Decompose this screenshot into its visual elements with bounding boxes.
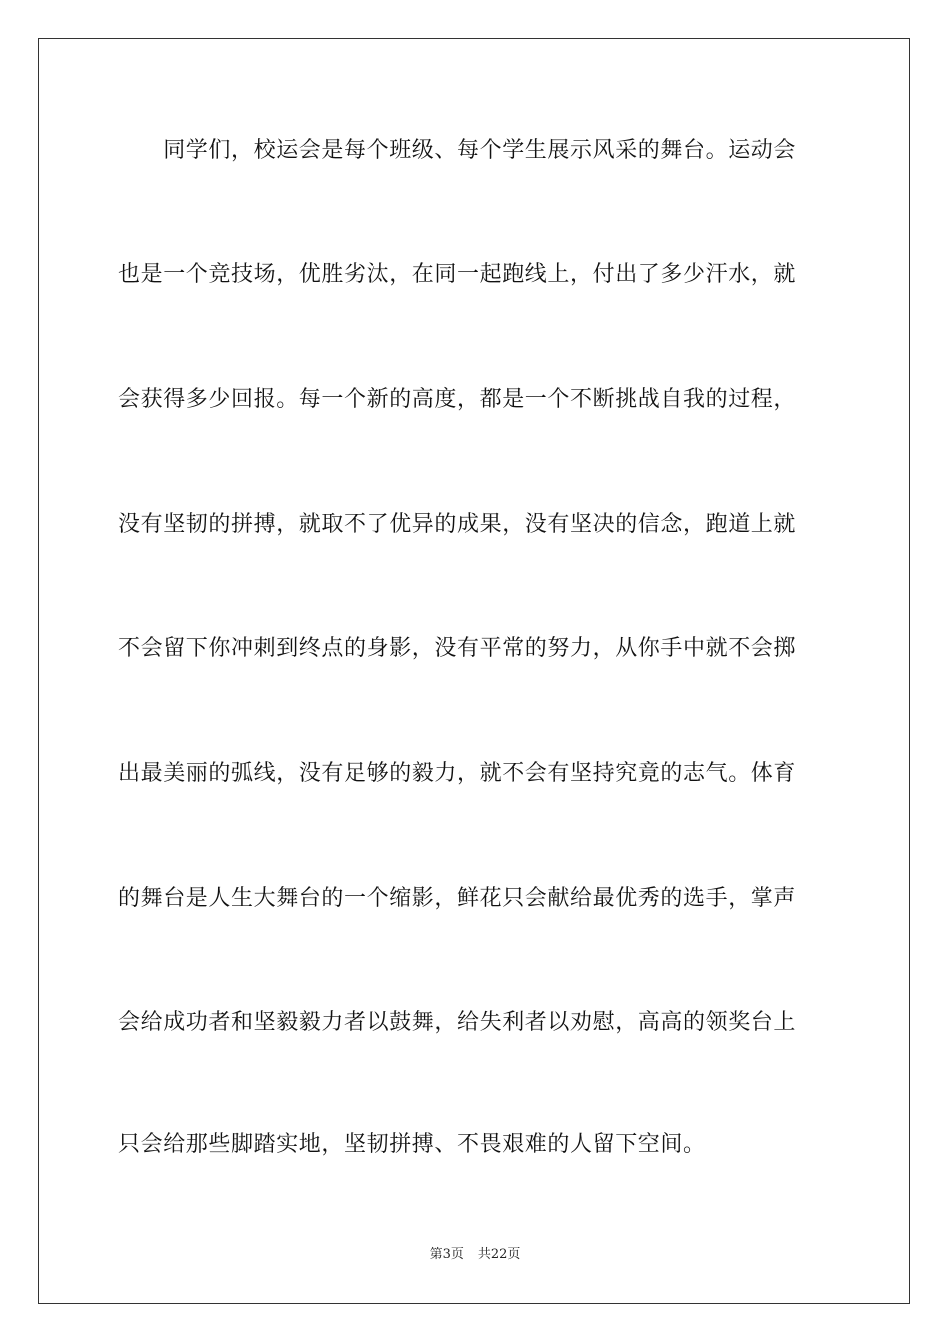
paragraph-line: 也是一个竞技场，优胜劣汰，在同一起跑线上，付出了多少汗水，就	[118, 262, 797, 287]
paragraph-line: 会获得多少回报。每一个新的高度，都是一个不断挑战自我的过程，	[118, 387, 797, 412]
paragraph-line: 不会留下你冲刺到终点的身影，没有平常的努力，从你手中就不会掷	[118, 636, 797, 661]
paragraph-line: 没有坚韧的拼搏，就取不了优异的成果，没有坚决的信念，跑道上就	[118, 512, 797, 537]
paragraph-line: 出最美丽的弧线，没有足够的毅力，就不会有坚持究竟的志气。体育	[118, 761, 797, 786]
page-total: 共22页	[477, 1247, 521, 1262]
page-border	[38, 38, 910, 1304]
paragraph-line: 只会给那些脚踏实地，坚韧拼搏、不畏艰难的人留下空间。	[118, 1132, 706, 1157]
paragraph-line: 同学们，校运会是每个班级、每个学生展示风采的舞台。运动会	[118, 138, 797, 163]
paragraph-line: 的舞台是人生大舞台的一个缩影，鲜花只会献给最优秀的选手，掌声	[118, 886, 797, 911]
paragraph-line: 会给成功者和坚毅毅力者以鼓舞，给失利者以劝慰，高高的领奖台上	[118, 1010, 797, 1035]
page-number: 第3页	[429, 1247, 464, 1262]
page-footer	[0, 1246, 950, 1264]
